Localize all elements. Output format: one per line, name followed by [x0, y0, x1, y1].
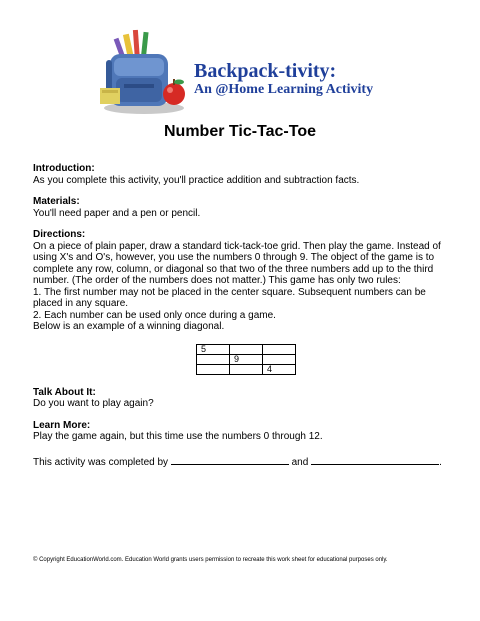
tic-tac-toe-grid	[196, 344, 296, 375]
talk-about-it-heading: Talk About It:	[33, 386, 96, 398]
introduction-heading: Introduction:	[33, 163, 95, 174]
grid-cell	[263, 344, 296, 354]
backpack-logo	[98, 26, 190, 116]
completion-suffix: .	[439, 456, 442, 468]
learn-more-heading: Learn More:	[33, 419, 91, 431]
brand-subtitle: An @Home Learning Activity	[194, 82, 374, 97]
name-blank-one[interactable]	[171, 456, 289, 465]
directions-section	[33, 229, 451, 333]
completion-line	[33, 456, 451, 469]
talk-about-it-text: Do you want to play again?	[33, 398, 154, 409]
directions-heading: Directions:	[33, 229, 86, 240]
grid-cell	[197, 354, 230, 364]
grid-cell	[197, 364, 230, 374]
grid-cell: 4	[263, 364, 296, 374]
worksheet-content	[33, 163, 451, 468]
rule-one: 1. The first number may not be placed in the center square. Subsequent numbers can be placed in any square.	[33, 286, 426, 309]
page-title: Number Tic-Tac-Toe	[163, 123, 317, 140]
grid-cell: 5	[197, 344, 230, 354]
grid-cell	[230, 364, 263, 374]
grid-cell	[230, 344, 263, 354]
example-intro: Below is an example of a winning diagonal.	[33, 321, 225, 332]
completion-prefix: This activity was completed by	[33, 456, 169, 468]
materials-section	[33, 196, 451, 219]
example-grid-wrapper	[196, 344, 451, 375]
directions-text: On a piece of plain paper, draw a standard tick-tack-toe grid. Then play the game. Instead of using X's and O's, however, you use the numbers 0 through 9. The object of the game is to complete any row, column, or diagonal so that two of the three numbers add up to the third number. (The order of the numbers does not matter.) This game has only two rules:	[33, 240, 441, 286]
rule-two: 2. Each number can be used only once during a game.	[33, 309, 276, 321]
completion-conjunction: and	[291, 456, 309, 468]
materials-heading: Materials:	[33, 196, 80, 207]
copyright-notice: © Copyright EducationWorld.com. Education World grants users permission to recreate this work sheet for educational purposes only.	[33, 557, 388, 563]
brand-title: Backpack-tivity:	[194, 60, 337, 82]
learn-more-text: Play the game again, but this time use the numbers 0 through 12.	[33, 431, 323, 442]
name-blank-two[interactable]	[311, 456, 439, 465]
learn-more-section	[33, 420, 451, 443]
talk-about-it-section	[33, 387, 451, 410]
introduction-text: As you complete this activity, you'll practice addition and subtraction facts.	[33, 174, 360, 186]
introduction-section	[33, 163, 451, 186]
grid-cell: 9	[230, 354, 263, 364]
header	[98, 26, 398, 126]
grid-row	[197, 364, 296, 374]
materials-text: You'll need paper and a pen or pencil.	[33, 207, 201, 219]
grid-row	[197, 354, 296, 364]
grid-row	[197, 344, 296, 354]
grid-cell	[263, 354, 296, 364]
